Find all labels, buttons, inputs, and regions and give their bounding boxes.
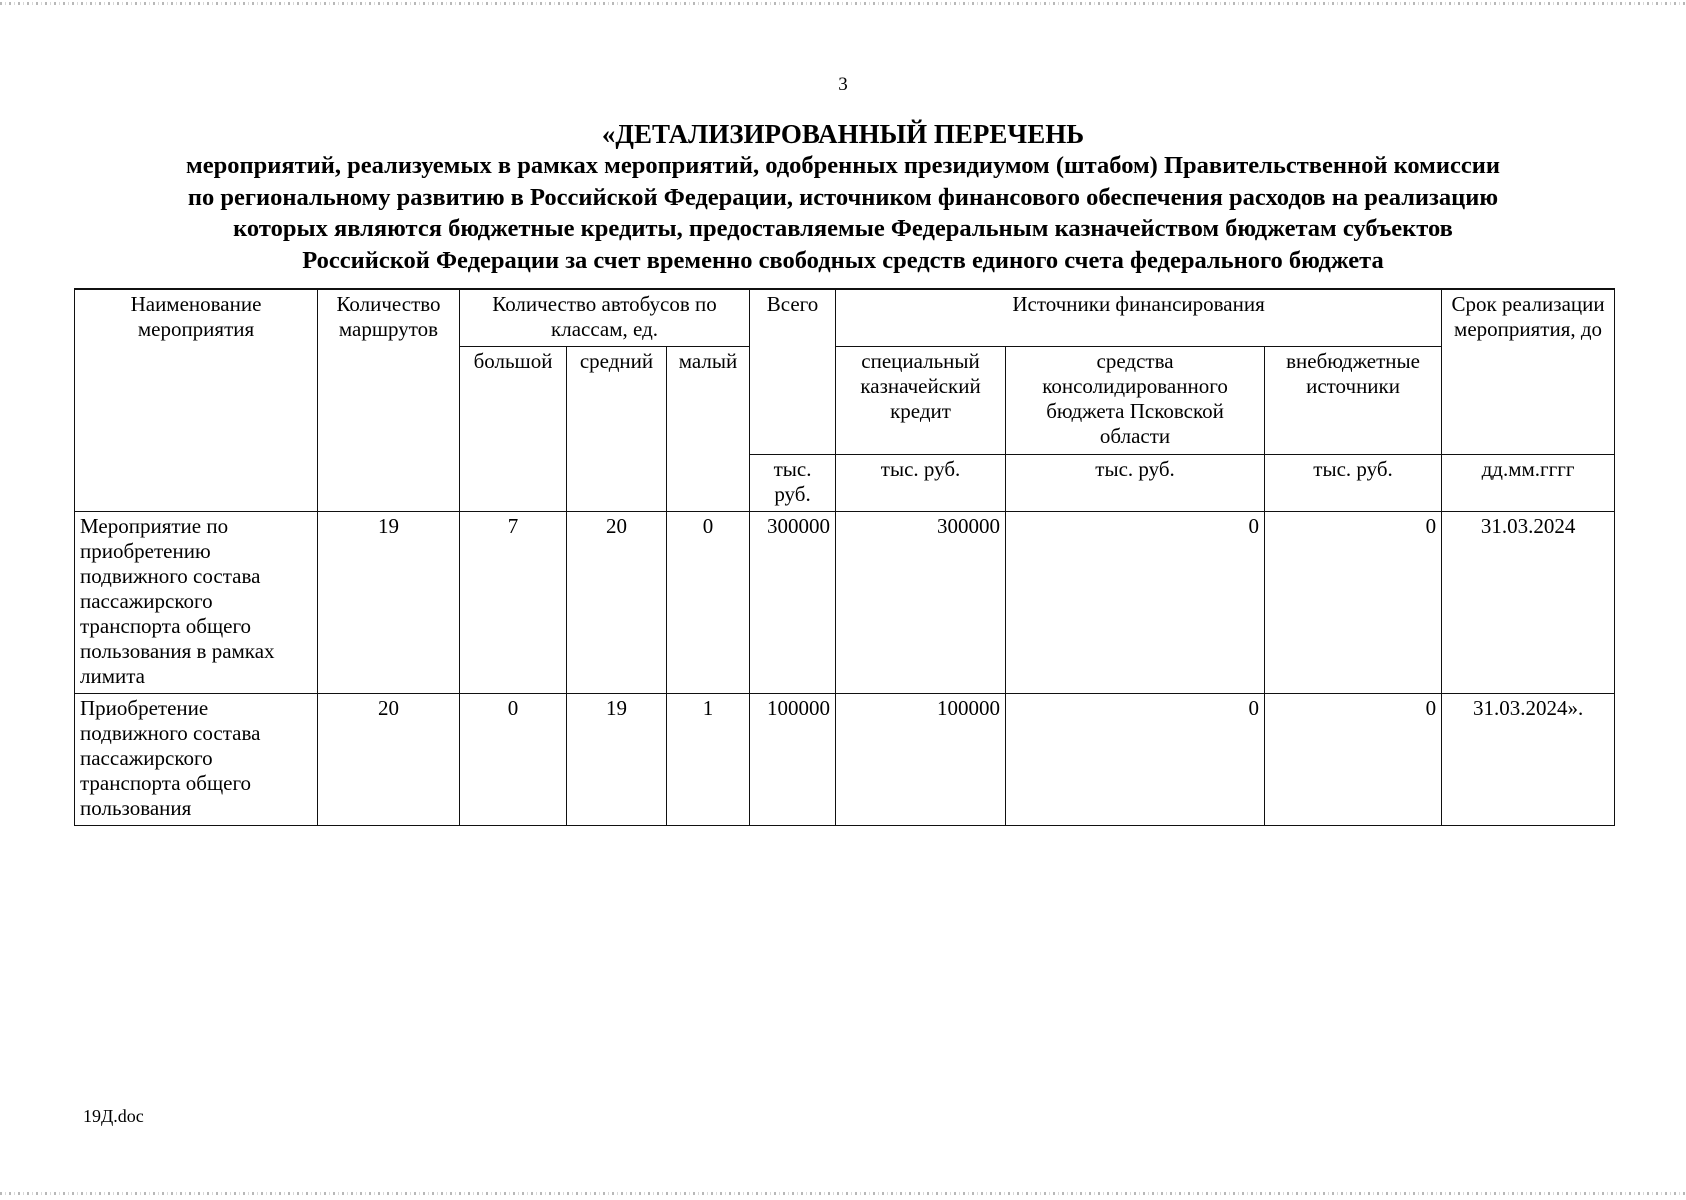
header-sources-group: Источники финансирования bbox=[836, 289, 1442, 347]
unit-special-credit: тыс. руб. bbox=[836, 455, 1006, 512]
header-row bbox=[75, 289, 1615, 347]
unit-extrabudgetary: тыс. руб. bbox=[1265, 455, 1442, 512]
cell-total: 300000 bbox=[750, 512, 836, 694]
header-special-credit: специальный казначейский кредит bbox=[836, 347, 1006, 455]
title-line: которых являются бюджетные кредиты, предоставляемые Федеральным казначейством бюджетам субъектов bbox=[233, 215, 1453, 242]
title-line: по региональному развитию в Российской Федерации, источником финансового обеспечения расходов на реализацию bbox=[187, 183, 1499, 211]
cell-bus-small: 1 bbox=[667, 694, 750, 826]
document-title bbox=[60, 118, 1626, 276]
title-line: Российской Федерации за счет временно свободных средств единого счета федерального бюджета bbox=[302, 246, 1384, 274]
cell-special-credit: 300000 bbox=[836, 512, 1006, 694]
cell-extrabudgetary: 0 bbox=[1265, 512, 1442, 694]
cell-bus-large: 7 bbox=[460, 512, 567, 694]
page-number: 3 bbox=[838, 74, 848, 95]
cell-name: Приобретение подвижного состава пассажирского транспорта общего пользования bbox=[75, 694, 318, 826]
cell-deadline: 31.03.2024». bbox=[1442, 694, 1615, 826]
header-consolidated-budget: средства консолидированного бюджета Псковской области bbox=[1006, 347, 1265, 455]
cell-consolidated-budget: 0 bbox=[1006, 694, 1265, 826]
header-bus-medium: средний bbox=[567, 347, 667, 512]
cell-consolidated-budget: 0 bbox=[1006, 512, 1265, 694]
cell-name: Мероприятие по приобретению подвижного состава пассажирского транспорта общего пользования в рамках лимита bbox=[75, 512, 318, 694]
cell-extrabudgetary: 0 bbox=[1265, 694, 1442, 826]
cell-bus-large: 0 bbox=[460, 694, 567, 826]
header-bus-large: большой bbox=[460, 347, 567, 512]
cell-total: 100000 bbox=[750, 694, 836, 826]
title-line: мероприятий, реализуемых в рамках мероприятий, одобренных президиумом (штабом) Правительственной комиссии bbox=[186, 152, 1500, 179]
table-row bbox=[75, 512, 1615, 694]
events-table bbox=[74, 288, 1615, 826]
header-total: Всего bbox=[750, 289, 836, 455]
unit-total: тыс. руб. bbox=[750, 455, 836, 512]
header-buses-group: Количество автобусов по классам, ед. bbox=[460, 289, 750, 347]
title-main: «ДЕТАЛИЗИРОВАННЫЙ ПЕРЕЧЕНЬ bbox=[601, 119, 1085, 149]
scan-edge-bottom bbox=[0, 1192, 1686, 1195]
cell-deadline: 31.03.2024 bbox=[1442, 512, 1615, 694]
footer-filename: 19Д.doc bbox=[83, 1106, 144, 1126]
unit-deadline: дд.мм.гггг bbox=[1442, 455, 1615, 512]
header-deadline: Срок реализации мероприятия, до bbox=[1442, 289, 1615, 455]
cell-bus-medium: 20 bbox=[567, 512, 667, 694]
cell-routes: 20 bbox=[318, 694, 460, 826]
header-bus-small: малый bbox=[667, 347, 750, 512]
header-name: Наименование мероприятия bbox=[75, 289, 318, 512]
cell-special-credit: 100000 bbox=[836, 694, 1006, 826]
cell-routes: 19 bbox=[318, 512, 460, 694]
cell-bus-small: 0 bbox=[667, 512, 750, 694]
cell-bus-medium: 19 bbox=[567, 694, 667, 826]
header-routes: Количество маршрутов bbox=[318, 289, 460, 512]
scan-edge-top bbox=[0, 2, 1686, 5]
header-extrabudgetary: внебюджетные источники bbox=[1265, 347, 1442, 455]
table-row bbox=[75, 694, 1615, 826]
unit-consolidated-budget: тыс. руб. bbox=[1006, 455, 1265, 512]
